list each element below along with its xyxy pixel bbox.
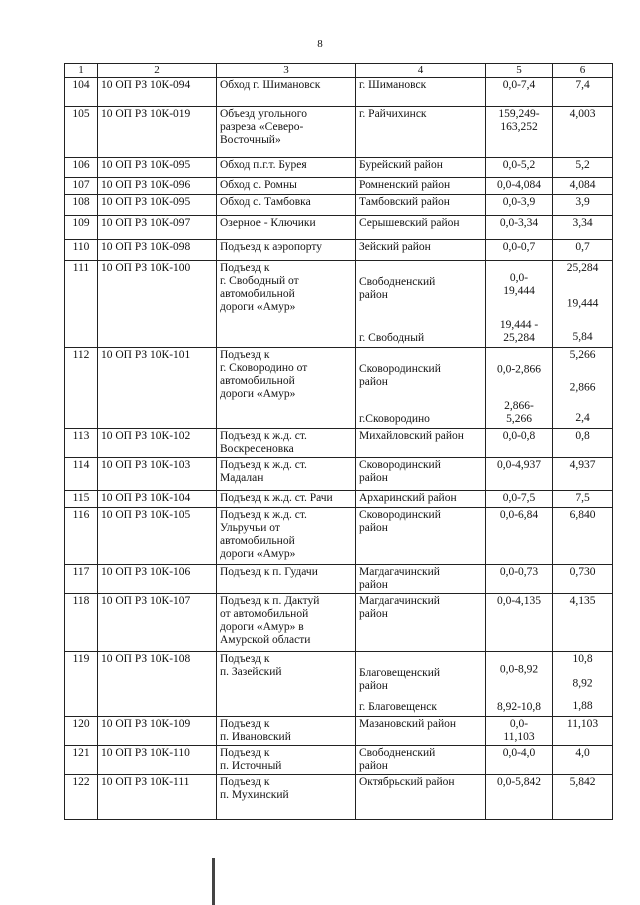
road-location: г. Шимановск [356,78,486,107]
km-range-part: 0,0-2,866 [496,363,542,376]
location-district: Сковородинский район [359,363,441,388]
page-number: 8 [317,38,323,50]
road-code: 10 ОП РЗ 10К-095 [98,158,217,178]
table-row [65,652,613,717]
row-number: 111 [65,261,98,348]
table-row [65,746,613,775]
km-range: 0,0-7,5 [486,491,553,508]
road-code: 10 ОП РЗ 10К-111 [98,775,217,820]
km-range: 0,0-7,4 [486,78,553,107]
column-header: 3 [217,64,356,78]
km-range: 0,0-3,9 [486,195,553,216]
length-part: 5,84 [572,331,593,343]
road-code: 10 ОП РЗ 10К-109 [98,717,217,746]
road-name: Подъезд к г. Свободный от автомобильной дороги «Амур» [217,261,356,348]
table-row [65,195,613,216]
length-km: 3,9 [553,195,613,216]
length-km: 7,4 [553,78,613,107]
row-number: 118 [65,594,98,652]
km-range: 0,0-0,73 [486,565,553,594]
km-range [486,348,553,429]
road-code: 10 ОП РЗ 10К-105 [98,508,217,565]
location-city: г. Свободный [359,332,425,344]
road-code: 10 ОП РЗ 10К-097 [98,216,217,240]
table-row [65,178,613,195]
header-row [65,64,613,78]
road-code: 10 ОП РЗ 10К-103 [98,458,217,491]
column-header: 6 [553,64,613,78]
km-range-part: 2,866- 5,266 [504,400,534,425]
row-number: 109 [65,216,98,240]
km-range: 0,0-4,0 [486,746,553,775]
length-km [553,652,613,717]
road-name: Объезд угольного разреза «Северо- Восточный» [217,107,356,158]
road-name: Обход с. Ромны [217,178,356,195]
length-km: 4,135 [553,594,613,652]
road-location: Магдагачинский район [356,565,486,594]
row-number: 104 [65,78,98,107]
road-code: 10 ОП РЗ 10К-101 [98,348,217,429]
location-district: Свободненский район [359,276,436,301]
road-code: 10 ОП РЗ 10К-102 [98,429,217,458]
km-range: 0,0-4,084 [486,178,553,195]
road-location: Тамбовский район [356,195,486,216]
road-name: Подъезд к ж.д. ст. Ульручьи от автомобильной дороги «Амур» [217,508,356,565]
length-part: 2,4 [575,412,590,424]
road-code: 10 ОП РЗ 10К-104 [98,491,217,508]
road-name: Подъезд к ж.д. ст. Мадалан [217,458,356,491]
km-range: 0,0-4,937 [486,458,553,491]
table-row [65,240,613,261]
table-row [65,458,613,491]
road-code: 10 ОП РЗ 10К-110 [98,746,217,775]
column-header: 1 [65,64,98,78]
km-range-part: 8,92-10,8 [496,701,542,713]
location-city: г. Благовещенск [359,701,437,713]
road-name: Обход п.г.т. Бурея [217,158,356,178]
road-code: 10 ОП РЗ 10К-096 [98,178,217,195]
road-name: Подъезд к п. Источный [217,746,356,775]
table-row [65,429,613,458]
row-number: 120 [65,717,98,746]
length-part: 1,88 [572,700,593,712]
row-number: 114 [65,458,98,491]
road-name: Обход с. Тамбовка [217,195,356,216]
table-row [65,508,613,565]
road-code: 10 ОП РЗ 10К-108 [98,652,217,717]
length-km: 4,0 [553,746,613,775]
km-range: 0,0-6,84 [486,508,553,565]
length-km [553,261,613,348]
road-location [356,261,486,348]
scan-edge-mark [212,858,215,905]
row-number: 113 [65,429,98,458]
column-header: 5 [486,64,553,78]
row-number: 116 [65,508,98,565]
table-row [65,158,613,178]
length-km: 7,5 [553,491,613,508]
length-km: 4,084 [553,178,613,195]
km-range: 0,0-4,135 [486,594,553,652]
road-location: Серышевский район [356,216,486,240]
road-location [356,348,486,429]
road-name: Подъезд к п. Гудачи [217,565,356,594]
row-number: 121 [65,746,98,775]
road-code: 10 ОП РЗ 10К-019 [98,107,217,158]
road-location: Сковородинский район [356,508,486,565]
table-row [65,775,613,820]
column-header: 4 [356,64,486,78]
row-number: 122 [65,775,98,820]
table-row [65,107,613,158]
road-location: Михайловский район [356,429,486,458]
row-number: 119 [65,652,98,717]
road-location: г. Райчихинск [356,107,486,158]
road-location: Бурейский район [356,158,486,178]
row-number: 105 [65,107,98,158]
table-row [65,491,613,508]
km-range [486,261,553,348]
location-district: Благовещенский район [359,667,441,692]
length-part: 19,444 [566,297,599,310]
road-code: 10 ОП РЗ 10К-098 [98,240,217,261]
road-location [356,652,486,717]
road-location: Архаринский район [356,491,486,508]
length-km: 3,34 [553,216,613,240]
road-name: Подъезд к г. Сковородино от автомобильной дороги «Амур» [217,348,356,429]
km-range-part: 19,444 - 25,284 [499,319,539,344]
length-total: 25,284 [566,262,599,274]
km-range: 0,0-3,34 [486,216,553,240]
road-name: Подъезд к ж.д. ст. Воскресеновка [217,429,356,458]
road-location: Ромненский район [356,178,486,195]
km-range [486,652,553,717]
table-row [65,594,613,652]
road-code: 10 ОП РЗ 10К-100 [98,261,217,348]
road-location: Мазановский район [356,717,486,746]
length-km: 5,2 [553,158,613,178]
km-range: 0,0-0,7 [486,240,553,261]
table-row [65,565,613,594]
table-row [65,78,613,107]
row-number: 112 [65,348,98,429]
length-km: 0,730 [553,565,613,594]
km-range-part: 0,0- 19,444 [503,272,535,298]
row-number: 110 [65,240,98,261]
length-km: 0,8 [553,429,613,458]
road-name: Подъезд к ж.д. ст. Рачи [217,491,356,508]
table-row [65,261,613,348]
length-km: 6,840 [553,508,613,565]
road-name: Подъезд к п. Мухинский [217,775,356,820]
road-location: Сковородинский район [356,458,486,491]
road-code: 10 ОП РЗ 10К-095 [98,195,217,216]
road-location: Свободненский район [356,746,486,775]
length-km [553,348,613,429]
row-number: 107 [65,178,98,195]
length-km: 4,937 [553,458,613,491]
length-total: 5,266 [569,349,596,361]
table-row [65,717,613,746]
row-number: 106 [65,158,98,178]
road-location: Октябрьский район [356,775,486,820]
road-registry-table [64,63,613,820]
road-location: Магдагачинский район [356,594,486,652]
road-name: Подъезд к п. Зазейский [217,652,356,717]
length-km: 11,103 [553,717,613,746]
km-range: 0,0- 11,103 [486,717,553,746]
road-name: Подъезд к п. Дактуй от автомобильной дороги «Амур» в Амурской области [217,594,356,652]
location-city: г.Сковородино [359,413,430,425]
length-part: 2,866 [569,381,596,394]
table-row [65,348,613,429]
road-name: Подъезд к аэропорту [217,240,356,261]
road-name: Подъезд к п. Ивановский [217,717,356,746]
road-code: 10 ОП РЗ 10К-094 [98,78,217,107]
column-header: 2 [98,64,217,78]
road-code: 10 ОП РЗ 10К-107 [98,594,217,652]
row-number: 108 [65,195,98,216]
km-range: 159,249- 163,252 [486,107,553,158]
row-number: 115 [65,491,98,508]
row-number: 117 [65,565,98,594]
length-km: 4,003 [553,107,613,158]
table-row [65,216,613,240]
length-total: 10,8 [572,653,593,665]
road-name: Озерное - Ключики [217,216,356,240]
km-range: 0,0-0,8 [486,429,553,458]
length-km: 5,842 [553,775,613,820]
road-location: Зейский район [356,240,486,261]
road-name: Обход г. Шимановск [217,78,356,107]
km-range-part: 0,0-8,92 [499,663,539,676]
km-range: 0,0-5,2 [486,158,553,178]
length-km: 0,7 [553,240,613,261]
km-range: 0,0-5,842 [486,775,553,820]
road-code: 10 ОП РЗ 10К-106 [98,565,217,594]
length-part: 8,92 [572,677,593,690]
